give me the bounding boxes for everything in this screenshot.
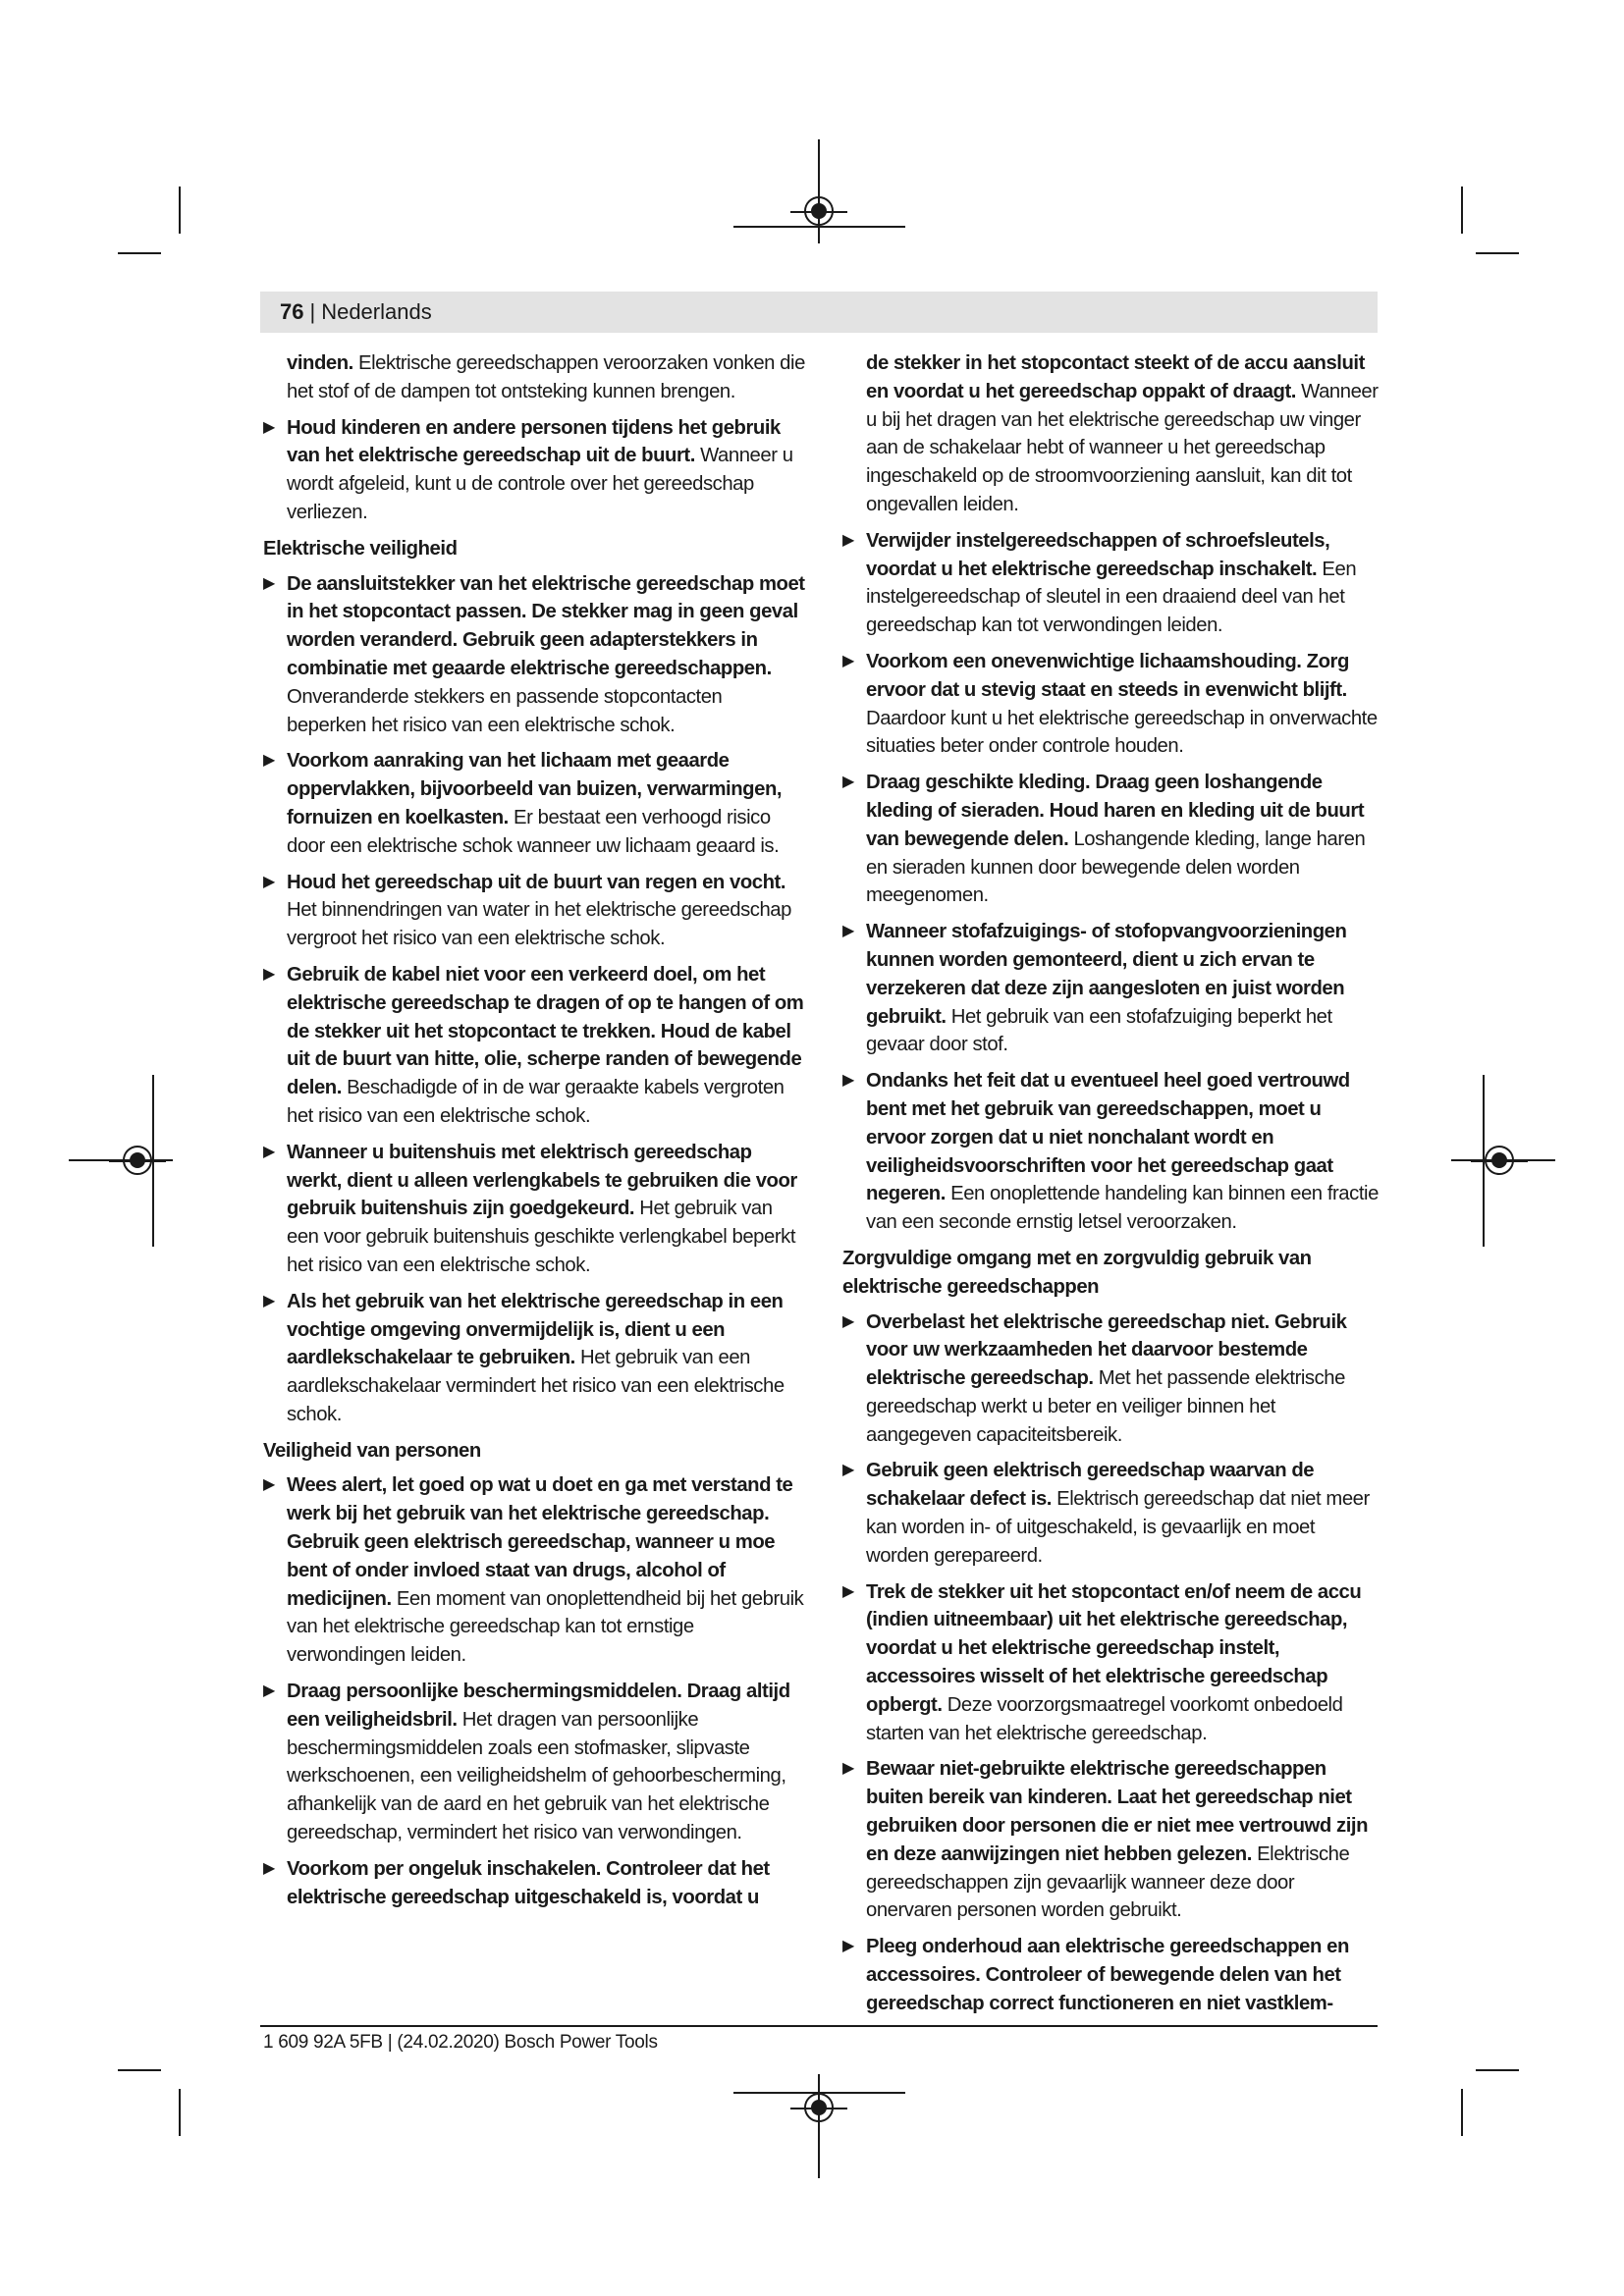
registration-target-icon bbox=[804, 196, 834, 226]
list-item bbox=[263, 1855, 805, 1912]
list-item bbox=[263, 869, 805, 953]
continuation-paragraph bbox=[842, 349, 1380, 519]
bold-text: Wanneer stofafzuigings- of stofopvangvoorzieningen kunnen worden gemonteerd, dient u zich ervan te verzekeren dat deze zijn aangesloten en juist worden gebruikt. bbox=[866, 921, 1347, 1028]
bold-text: Als het gebruik van het elektrische gereedschap in een vochtige omgeving onvermijdelijk is, dient u een aardlekschakelaar te gebruiken. bbox=[287, 1290, 784, 1369]
list-item bbox=[842, 769, 1380, 910]
crop-mark bbox=[118, 252, 161, 254]
list-item bbox=[263, 414, 805, 527]
section-heading: Zorgvuldige omgang met en zorgvuldig gebruik van elektrische gereedschappen bbox=[842, 1247, 1312, 1298]
registration-target-icon bbox=[1485, 1146, 1514, 1175]
bold-text: Verwijder instelgereedschappen of schroefsleutels, voordat u het elektrische gereedschap inschakelt. bbox=[866, 529, 1330, 580]
body-text: Er bestaat een verhoogd risico door een elektrische schok wanneer uw lichaam geaard is. bbox=[287, 806, 780, 857]
bold-text: Gebruik geen elektrisch gereedschap waarvan de schakelaar defect is. bbox=[866, 1460, 1315, 1511]
list-item bbox=[263, 961, 805, 1131]
bullet-arrow-icon: ▶ bbox=[842, 1072, 854, 1090]
bold-text: Bewaar niet-gebruikte elektrische gereedschappen buiten bereik van kinderen. Laat het gereedschap niet gebruiken door personen die er niet mee vertrouwd zijn en deze aanwijzingen niet hebben gelezen. bbox=[866, 1758, 1369, 1865]
body-text: Het gebruik van een voor gebruik buitenshuis geschikte verlengkabel beperkt het risico van een elektrische schok. bbox=[287, 1198, 796, 1276]
crop-mark bbox=[118, 2069, 161, 2071]
bold-text: Voorkom een onevenwichtige lichaamshouding. Zorg ervoor dat u stevig staat en steeds in evenwicht blijft. bbox=[866, 650, 1349, 701]
bullet-arrow-icon: ▶ bbox=[263, 1476, 275, 1494]
bullet-arrow-icon: ▶ bbox=[263, 1682, 275, 1700]
bold-text: vinden. bbox=[287, 352, 353, 374]
bold-text: Wees alert, let goed op wat u doet en ga met verstand te werk bij het gebruik van het elektrische gereedschap. Gebruik geen elektrisch gereedschap, wanneer u moe bent of onder invloed staat van drugs, alcohol of medicijnen. bbox=[287, 1474, 793, 1610]
body-text: Het binnendringen van water in het elektrische gereedschap vergroot het risico van een elektrische schok. bbox=[287, 899, 791, 950]
page-header bbox=[260, 292, 1378, 333]
body-text: Elektrische gereedschappen zijn gevaarlijk wanneer deze door onervaren personen worden gebruikt. bbox=[866, 1842, 1350, 1922]
footer-divider bbox=[260, 2025, 1378, 2027]
section-heading: Elektrische veiligheid bbox=[263, 537, 458, 560]
body-text: Elektrische gereedschappen veroorzaken vonken die het stof of de dampen tot ontsteking kunnen brengen. bbox=[287, 352, 805, 402]
body-text: Het dragen van persoonlijke beschermingsmiddelen zoals een stofmasker, slipvaste werkschoenen, een veiligheidshelm of gehoorbescherming, afhankelijk van de aard en het gebruik van het elektrische gereedschap, vermindert het risico van verwondingen. bbox=[287, 1708, 786, 1844]
list-item bbox=[842, 1067, 1380, 1237]
list-item bbox=[263, 1288, 805, 1429]
bullet-arrow-icon: ▶ bbox=[842, 1462, 854, 1479]
body-text: Elektrisch gereedschap dat niet meer kan worden in- of uitgeschakeld, is gevaarlijk en moet worden gerepareerd. bbox=[866, 1488, 1370, 1567]
list-item bbox=[263, 570, 805, 740]
crop-mark bbox=[1461, 187, 1463, 234]
bullet-arrow-icon: ▶ bbox=[263, 1292, 275, 1309]
list-item bbox=[842, 1755, 1380, 1925]
bullet-arrow-icon: ▶ bbox=[842, 652, 854, 669]
list-item bbox=[842, 1578, 1380, 1748]
crop-mark bbox=[179, 187, 181, 234]
bold-text: Gebruik de kabel niet voor een verkeerd doel, om het elektrische gereedschap te dragen of op te hangen of om de stekker uit het stopcontact te trekken. Houd de kabel uit de buurt van hitte, olie, scherpe randen of bewegende delen. bbox=[287, 963, 804, 1099]
bold-text: Pleeg onderhoud aan elektrische gereedschappen en accessoires. Controleer of bewegende delen van het gereedschap correct functioneren en niet vastklem- bbox=[866, 1936, 1349, 2014]
list-item bbox=[263, 1139, 805, 1280]
left-column bbox=[263, 349, 805, 1919]
crop-mark bbox=[179, 2089, 181, 2136]
bullet-arrow-icon: ▶ bbox=[263, 1143, 275, 1160]
body-text: Het gebruik van een stofafzuiging beperkt het gevaar door stof. bbox=[866, 1005, 1332, 1056]
bullet-arrow-icon: ▶ bbox=[263, 574, 275, 592]
registration-line bbox=[818, 2074, 820, 2178]
body-text: Beschadigde of in de war geraakte kabels vergroten het risico van een elektrische schok. bbox=[287, 1077, 785, 1127]
registration-line bbox=[733, 226, 905, 228]
body-text: Een moment van onoplettendheid bij het gebruik van het elektrische gereedschap kan tot ernstige verwondingen leiden. bbox=[287, 1587, 804, 1667]
body-text: Onveranderde stekkers en passende stopcontacten beperken het risico van een elektrische schok. bbox=[287, 685, 723, 736]
list-item bbox=[842, 1457, 1380, 1570]
section-heading: Veiligheid van personen bbox=[263, 1439, 481, 1462]
bullet-arrow-icon: ▶ bbox=[263, 873, 275, 890]
body-text: Met het passende elektrische gereedschap werkt u beter en veiliger binnen het aangegeven capaciteitsbereik. bbox=[866, 1367, 1345, 1446]
bullet-arrow-icon: ▶ bbox=[842, 1760, 854, 1778]
body-text: Daardoor kunt u het elektrische gereedschap in onverwachte situaties beter onder controle houden. bbox=[866, 707, 1378, 758]
bold-text: Voorkom aanraking van het lichaam met geaarde oppervlakken, bijvoorbeeld van buizen, verwarmingen, fornuizen en koelkasten. bbox=[287, 750, 783, 828]
crop-mark bbox=[1476, 252, 1519, 254]
list-item bbox=[263, 1678, 805, 1847]
crop-mark bbox=[1461, 2089, 1463, 2136]
bold-text: Voorkom per ongeluk inschakelen. Controleer dat het elektrische gereedschap uitgeschakeld is, voordat u bbox=[287, 1857, 770, 1908]
continuation-paragraph bbox=[263, 349, 805, 406]
bold-text: Trek de stekker uit het stopcontact en/of neem de accu (indien uitneembaar) uit het elektrische gereedschap, voordat u het elektrische gereedschap instelt, accessoires wisselt of het elektrische gereedschap opbergt. bbox=[866, 1580, 1362, 1716]
body-text: Wanneer u wordt afgeleid, kunt u de controle over het gereedschap verliezen. bbox=[287, 445, 793, 523]
bullet-arrow-icon: ▶ bbox=[842, 531, 854, 549]
bullet-arrow-icon: ▶ bbox=[263, 418, 275, 436]
body-text: Het gebruik van een aardlekschakelaar vermindert het risico van een elektrische schok. bbox=[287, 1347, 785, 1425]
body-text: Een instelgereedschap of sleutel in een draaiend deel van het gereedschap kan tot verwondingen leiden. bbox=[866, 558, 1357, 637]
list-item bbox=[842, 648, 1380, 761]
crop-mark bbox=[1476, 2069, 1519, 2071]
bold-text: Houd het gereedschap uit de buurt van regen en vocht. bbox=[287, 871, 786, 893]
list-item bbox=[842, 1933, 1380, 2017]
bold-text: Draag geschikte kleding. Draag geen loshangende kleding of sieraden. Houd haren en kleding uit de buurt van bewegende delen. bbox=[866, 772, 1365, 850]
body-text: Een onoplettende handeling kan binnen een fractie van een seconde ernstig letsel veroorzaken. bbox=[866, 1183, 1379, 1234]
bold-text: Houd kinderen en andere personen tijdens het gebruik van het elektrische gereedschap uit de buurt. bbox=[287, 416, 781, 467]
list-item bbox=[263, 747, 805, 860]
bullet-arrow-icon: ▶ bbox=[842, 1582, 854, 1600]
bold-text: Overbelast het elektrische gereedschap niet. Gebruik voor uw werkzaamheden het daarvoor bestemde elektrische gereedschap. bbox=[866, 1310, 1347, 1390]
list-item bbox=[842, 918, 1380, 1059]
registration-line bbox=[818, 139, 820, 243]
list-item bbox=[263, 1471, 805, 1670]
bullet-arrow-icon: ▶ bbox=[842, 1938, 854, 1955]
bold-text: Ondanks het feit dat u eventueel heel goed vertrouwd bent met het gebruik van gereedschappen, moet u ervoor zorgen dat u niet nonchalant wordt en veiligheidsvoorschriften voor het gereedschap gaat negeren. bbox=[866, 1070, 1350, 1205]
header-language: Nederlands bbox=[321, 299, 432, 324]
bold-text: Wanneer u buitenshuis met elektrisch gereedschap werkt, dient u alleen verlengkabels te gebruiken die voor gebruik buitenshuis zijn goedgekeurd. bbox=[287, 1141, 797, 1220]
bullet-arrow-icon: ▶ bbox=[263, 752, 275, 770]
body-text: Deze voorzorgsmaatregel voorkomt onbedoeld starten van het elektrische gereedschap. bbox=[866, 1693, 1343, 1744]
bullet-arrow-icon: ▶ bbox=[263, 1859, 275, 1877]
header-separator: | bbox=[309, 299, 316, 324]
bold-text: de stekker in het stopcontact steekt of de accu aansluit en voordat u het gereedschap oppakt of draagt. bbox=[866, 352, 1365, 402]
bullet-arrow-icon: ▶ bbox=[263, 965, 275, 983]
bold-text: De aansluitstekker van het elektrische gereedschap moet in het stopcontact passen. De stekker mag in geen geval worden veranderd. Gebruik geen adapterstekkers in combinatie met geaarde elektrische gereedschappen. bbox=[287, 572, 805, 679]
list-item bbox=[842, 1308, 1380, 1450]
registration-target-icon bbox=[123, 1146, 152, 1175]
bullet-arrow-icon: ▶ bbox=[842, 774, 854, 791]
bold-text: Draag persoonlijke beschermingsmiddelen. Draag altijd een veiligheidsbril. bbox=[287, 1681, 790, 1731]
bullet-arrow-icon: ▶ bbox=[842, 1312, 854, 1330]
bullet-arrow-icon: ▶ bbox=[842, 923, 854, 940]
body-text: Loshangende kleding, lange haren en sieraden kunnen door bewegende delen worden meegenomen. bbox=[866, 828, 1366, 907]
page-footer: 1 609 92A 5FB | (24.02.2020) Bosch Power Tools bbox=[263, 2032, 658, 2053]
registration-target-icon bbox=[804, 2093, 834, 2122]
right-column bbox=[842, 349, 1380, 2026]
page-number: 76 bbox=[280, 299, 304, 324]
body-text: Wanneer u bij het dragen van het elektrische gereedschap uw vinger aan de schakelaar hebt of wanneer u het gereedschap ingeschakeld op de stroomvoorziening aansluit, kan dit tot ongevallen leiden. bbox=[866, 380, 1379, 515]
list-item bbox=[842, 527, 1380, 640]
